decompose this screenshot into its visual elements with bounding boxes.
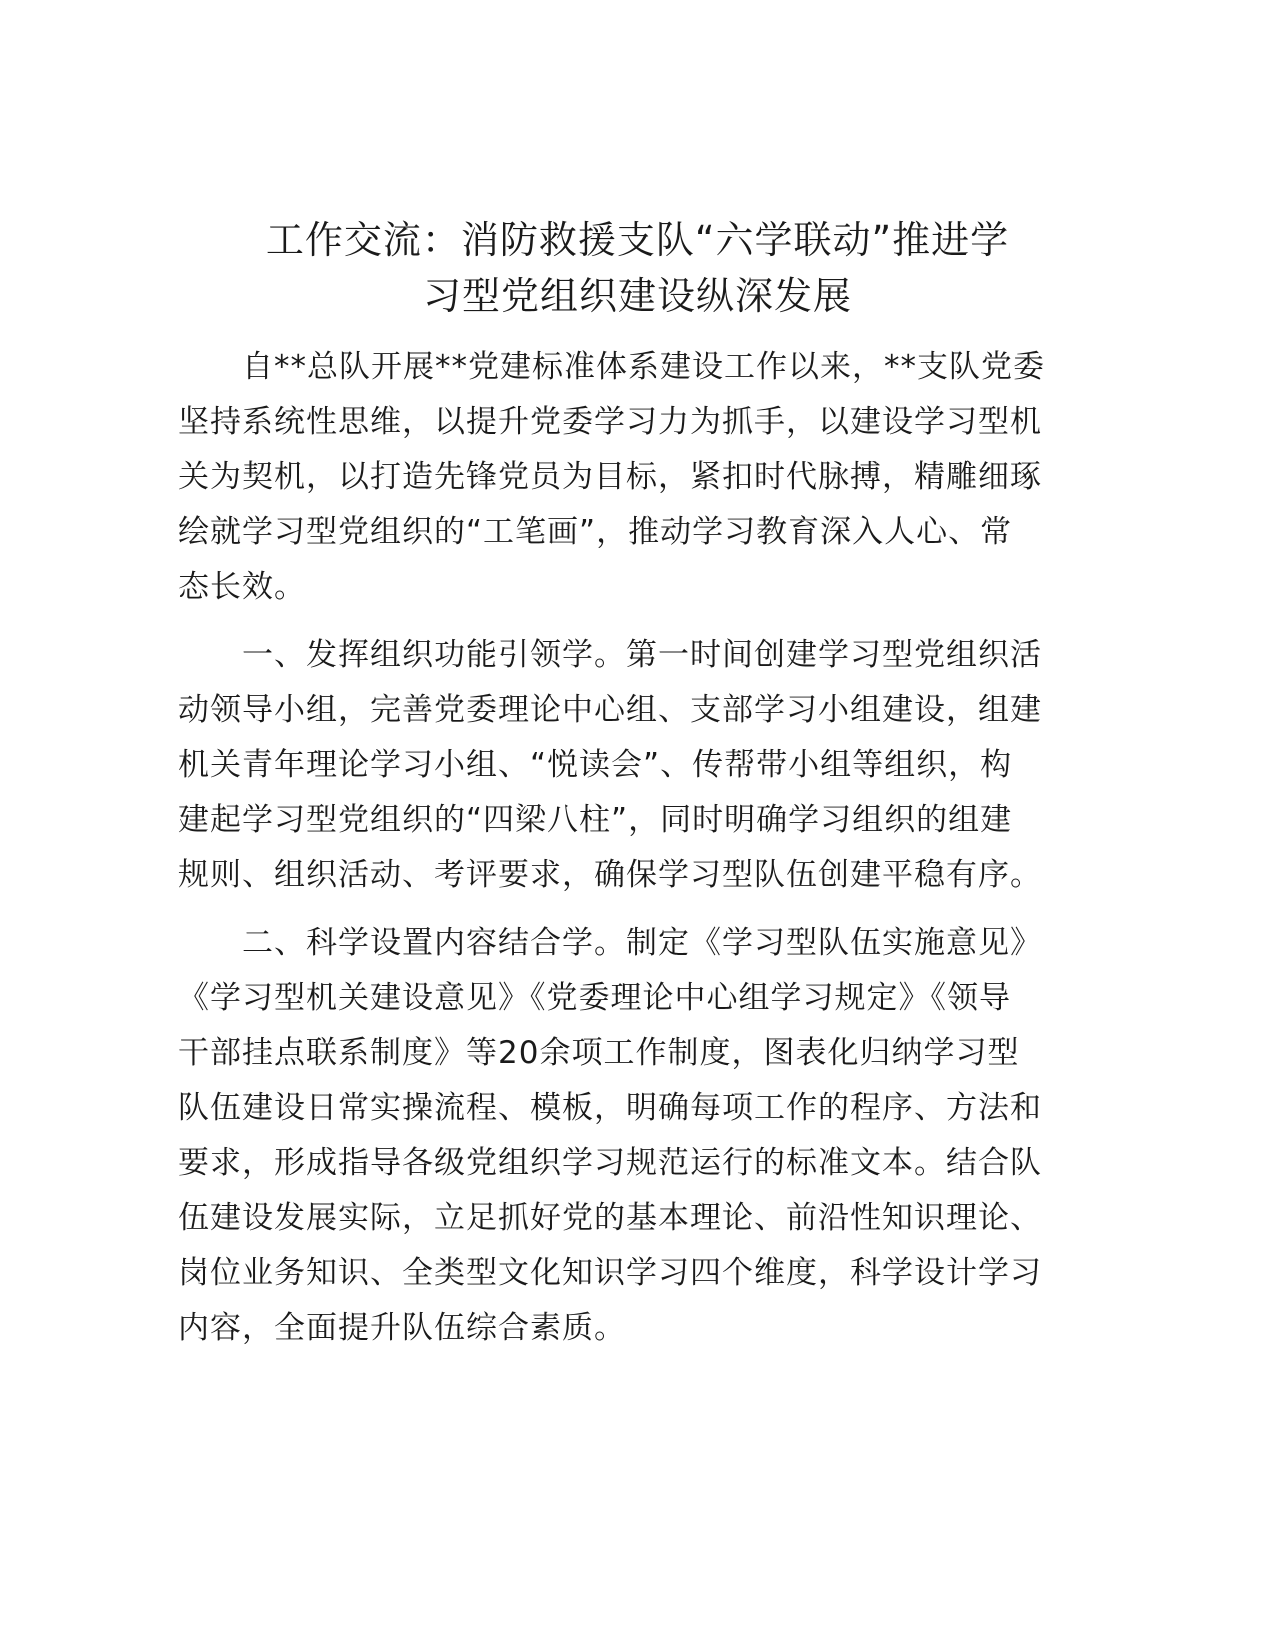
text-line: 要求，形成指导各级党组织学习规范运行的标准文本。结合队: [178, 1145, 1042, 1181]
text-line: 动领导小组，完善党委理论中心组、支部学习小组建设，组建: [178, 692, 1042, 728]
text-line: 建起学习型党组织的“四梁八柱”，同时明确学习组织的组建: [178, 802, 1013, 838]
text-line: 内容，全面提升队伍综合素质。: [178, 1310, 626, 1346]
text-line: 《学习型机关建设意见》《党委理论中心组学习规定》《领导: [178, 980, 1011, 1016]
text-line: 二、科学设置内容结合学。制定《学习型队伍实施意见》: [242, 925, 1042, 961]
paragraph-intro: [178, 340, 1045, 615]
text-line: 关为契机，以打造先锋党员为目标，紧扣时代脉搏，精雕细琢: [178, 459, 1042, 495]
text-line: 自**总队开展**党建标准体系建设工作以来，**支队党委: [242, 349, 1045, 385]
text-line: 一、发挥组织功能引领学。第一时间创建学习型党组织活: [242, 637, 1042, 673]
title-line: 习型党组织建设纵深发展: [422, 274, 852, 318]
paragraph-section-2: [178, 916, 1042, 1356]
text-line: 队伍建设日常实操流程、模板，明确每项工作的程序、方法和: [178, 1090, 1042, 1126]
text-line: 态长效。: [178, 569, 306, 605]
text-line: 绘就学习型党组织的“工笔画”，推动学习教育深入人心、常: [178, 514, 1013, 550]
text-line: 岗位业务知识、全类型文化知识学习四个维度，科学设计学习: [178, 1255, 1042, 1291]
document-title: [0, 212, 1275, 324]
text-line: 坚持系统性思维，以提升党委学习力为抓手，以建设学习型机: [178, 404, 1042, 440]
text-line: 伍建设发展实际，立足抓好党的基本理论、前沿性知识理论、: [178, 1200, 1042, 1236]
text-line: 机关青年理论学习小组、“悦读会”、传帮带小组等组织，构: [178, 747, 1013, 783]
title-line: 工作交流：消防救援支队“六学联动”推进学: [265, 218, 1010, 262]
text-line: 规则、组织活动、考评要求，确保学习型队伍创建平稳有序。: [178, 857, 1042, 893]
document-body: [178, 340, 1045, 1369]
text-line: 干部挂点联系制度》等20余项工作制度，图表化归纳学习型: [178, 1035, 1020, 1071]
paragraph-section-1: [178, 628, 1042, 903]
